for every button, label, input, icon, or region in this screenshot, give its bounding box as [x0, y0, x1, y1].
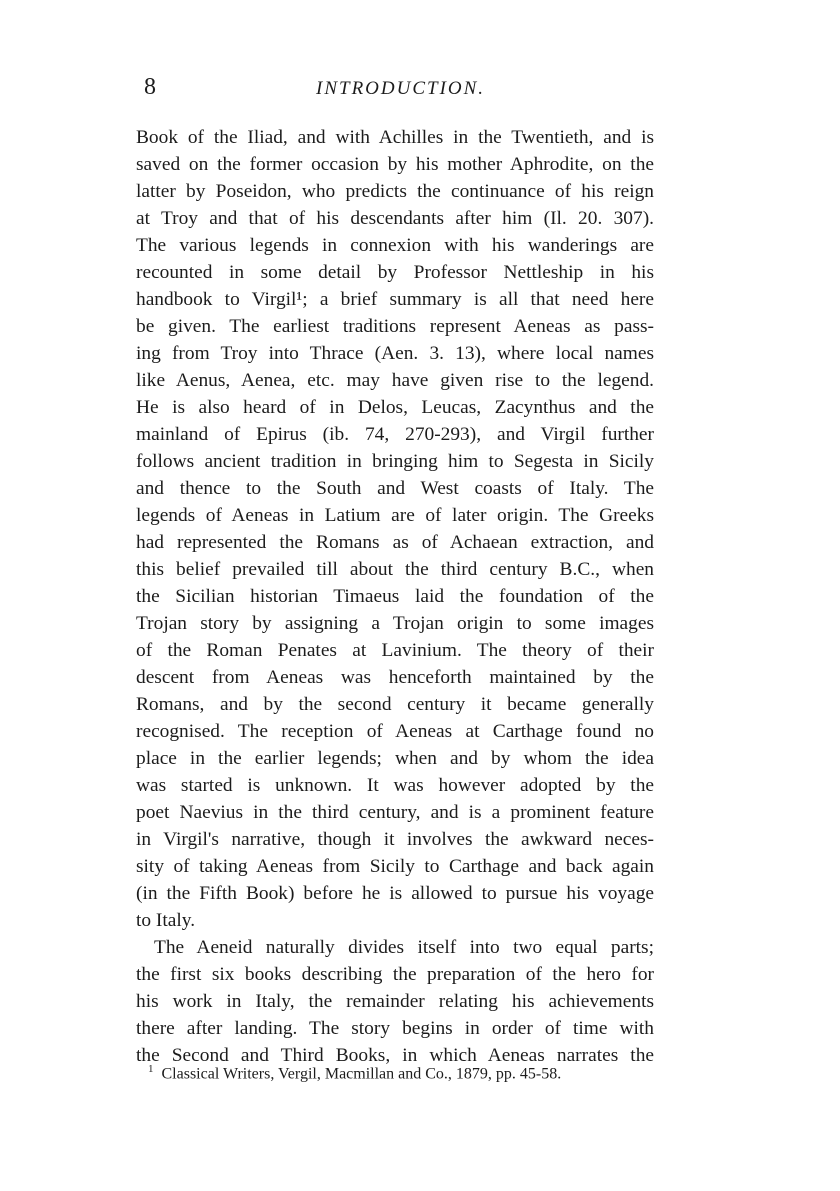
text-line: The Aeneid naturally divides itself into two equal parts; — [154, 937, 654, 958]
text-line: of the Roman Penates at Lavinium. The theory of their — [136, 640, 654, 661]
text-line: was started is unknown. It was however adopted by the — [136, 775, 654, 796]
text-line: to Italy. — [136, 910, 196, 931]
text-line: there after landing. The story begins in order of time with — [136, 1018, 654, 1039]
text-line: saved on the former occasion by his mother Aphrodite, on the — [136, 154, 654, 175]
text-line: poet Naevius in the third century, and is a prominent feature — [136, 802, 654, 823]
text-line: in Virgil's narrative, though it involves the awkward neces- — [136, 829, 654, 850]
text-line: ing from Troy into Thrace (Aen. 3. 13), where local names — [136, 343, 654, 364]
text-line: had represented the Romans as of Achaean extraction, and — [136, 532, 654, 553]
text-line: place in the earlier legends; when and by whom the idea — [136, 748, 654, 769]
text-line: the first six books describing the preparation of the hero for — [136, 964, 654, 985]
text-line: recounted in some detail by Professor Nettleship in his — [136, 262, 654, 283]
running-title: INTRODUCTION. — [316, 78, 486, 99]
text-line: follows ancient tradition in bringing him to Segesta in Sicily — [136, 451, 654, 472]
text-line: this belief prevailed till about the third century B.C., when — [136, 559, 654, 580]
text-line: at Troy and that of his descendants after him (Il. 20. 307). — [136, 208, 654, 229]
text-line: latter by Poseidon, who predicts the continuance of his reign — [136, 181, 654, 202]
footnote — [148, 1058, 658, 1085]
text-line: his work in Italy, the remainder relating his achievements — [136, 991, 654, 1012]
text-line: and thence to the South and West coasts of Italy. The — [136, 478, 654, 499]
running-head — [134, 72, 654, 102]
text-line: be given. The earliest traditions represent Aeneas as pass- — [136, 316, 654, 337]
text-line: handbook to Virgil¹; a brief summary is all that need here — [136, 289, 654, 310]
footnote-marker: 1 — [148, 1063, 154, 1075]
text-line: (in the Fifth Book) before he is allowed to pursue his voyage — [136, 883, 654, 904]
body-text — [136, 124, 654, 1069]
text-line: legends of Aeneas in Latium are of later origin. The Greeks — [136, 505, 654, 526]
text-line: the Second and Third Books, in which Aeneas narrates the — [136, 1045, 654, 1066]
text-line: Romans, and by the second century it became generally — [136, 694, 654, 715]
text-line: like Aenus, Aenea, etc. may have given rise to the legend. — [136, 370, 654, 391]
text-line: mainland of Epirus (ib. 74, 270-293), and Virgil further — [136, 424, 654, 445]
footnote-text: Classical Writers, Vergil, Macmillan and Co., 1879, pp. 45-58. — [161, 1065, 562, 1083]
text-line: the Sicilian historian Timaeus laid the foundation of the — [136, 586, 654, 607]
text-line: sity of taking Aeneas from Sicily to Carthage and back again — [136, 856, 654, 877]
text-line: recognised. The reception of Aeneas at Carthage found no — [136, 721, 654, 742]
text-line: descent from Aeneas was henceforth maintained by the — [136, 667, 654, 688]
page-number: 8 — [144, 74, 156, 100]
text-line: The various legends in connexion with his wanderings are — [136, 235, 654, 256]
text-line: He is also heard of in Delos, Leucas, Zacynthus and the — [136, 397, 654, 418]
text-line: Trojan story by assigning a Trojan origin to some images — [136, 613, 654, 634]
text-line: Book of the Iliad, and with Achilles in the Twentieth, and is — [136, 127, 654, 148]
